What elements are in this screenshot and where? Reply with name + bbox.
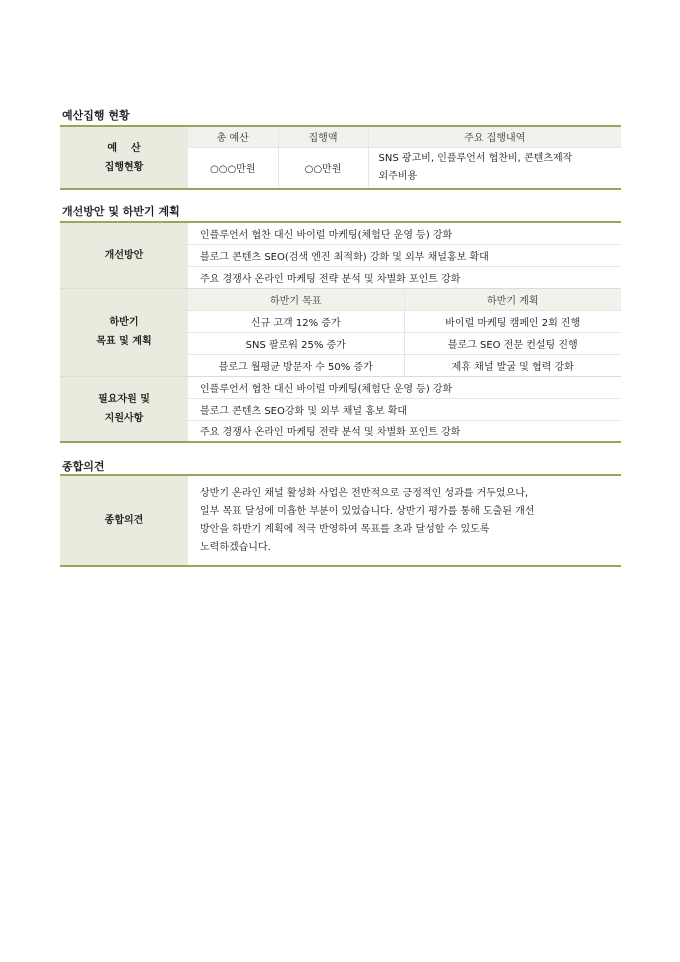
executed-value: ○○만원 — [278, 147, 368, 189]
plan-cell: 제휴 채널 발굴 및 협력 강화 — [404, 354, 621, 376]
support-label — [60, 376, 188, 442]
opinion-label: 종합의견 — [60, 475, 188, 566]
support-item: 주요 경쟁사 온라인 마케팅 전략 분석 및 차별화 포인트 강화 — [188, 420, 621, 442]
opinion-line: 방안을 하반기 계획에 적극 반영하여 목표를 초과 달성할 수 있도록 — [200, 523, 490, 535]
details-value — [368, 147, 621, 189]
budget-label-line1: 예 산 — [107, 142, 141, 154]
goals-label-line2: 목표 및 계획 — [96, 336, 152, 347]
opinion-line: 상반기 온라인 채널 활성화 사업은 전반적으로 긍정적인 성과를 거두었으나, — [200, 487, 529, 499]
goals-label-line1: 하반기 — [109, 317, 139, 328]
support-item: 블로그 콘텐츠 SEO강화 및 외부 채널 홍보 확대 — [188, 398, 621, 420]
improve-label: 개선방안 — [60, 222, 188, 288]
goal-cell: 신규 고객 12% 증가 — [188, 310, 404, 332]
plans-header: 하반기 계획 — [404, 288, 621, 310]
improve-item: 주요 경쟁사 온라인 마케팅 전략 분석 및 차별화 포인트 강화 — [188, 266, 621, 288]
improve-item: 블로그 콘텐츠 SEO(검색 엔진 최적화) 강화 및 외부 채널홍보 확대 — [188, 244, 621, 266]
goals-label — [60, 288, 188, 376]
plan-cell: 블로그 SEO 전문 컨설팅 진행 — [404, 332, 621, 354]
executed-header: 집행액 — [278, 126, 368, 147]
details-line2: 외주비용 — [378, 170, 418, 182]
opinion-line: 일부 목표 달성에 미흡한 부분이 있었습니다. 상반기 평가를 통해 도출된 개선 — [200, 505, 535, 517]
budget-table — [60, 125, 621, 190]
goals-header: 하반기 목표 — [188, 288, 404, 310]
support-label-line1: 필요자원 및 — [98, 393, 150, 405]
budget-row-label — [60, 126, 188, 189]
opinion-line: 노력하겠습니다. — [200, 541, 271, 553]
total-budget-value: ○○○만원 — [188, 147, 278, 189]
opinion-body — [188, 475, 621, 566]
plan-cell: 바이럴 마케팅 캠페인 2회 진행 — [404, 310, 621, 332]
details-line1: SNS 광고비, 인플루언서 협찬비, 콘텐츠제작 — [378, 152, 573, 164]
plan-table — [60, 221, 621, 443]
opinion-section-title: 종합의견 — [62, 460, 105, 473]
support-item: 인플루언서 협찬 대신 바이럴 마케팅(체험단 운영 등) 강화 — [188, 376, 621, 398]
goal-cell: SNS 팔로워 25% 증가 — [188, 332, 404, 354]
improve-item: 인플루언서 협찬 대신 바이럴 마케팅(체험단 운영 등) 강화 — [188, 222, 621, 244]
goal-cell: 블로그 월평균 방문자 수 50% 증가 — [188, 354, 404, 376]
plan-section-title: 개선방안 및 하반기 계획 — [62, 205, 180, 218]
details-header: 주요 집행내역 — [368, 126, 621, 147]
support-label-line2: 지원사항 — [104, 412, 144, 424]
budget-section-title: 예산집행 현황 — [62, 109, 130, 122]
total-budget-header: 총 예산 — [188, 126, 278, 147]
budget-label-line2: 집행현황 — [104, 161, 144, 173]
opinion-table — [60, 474, 621, 567]
